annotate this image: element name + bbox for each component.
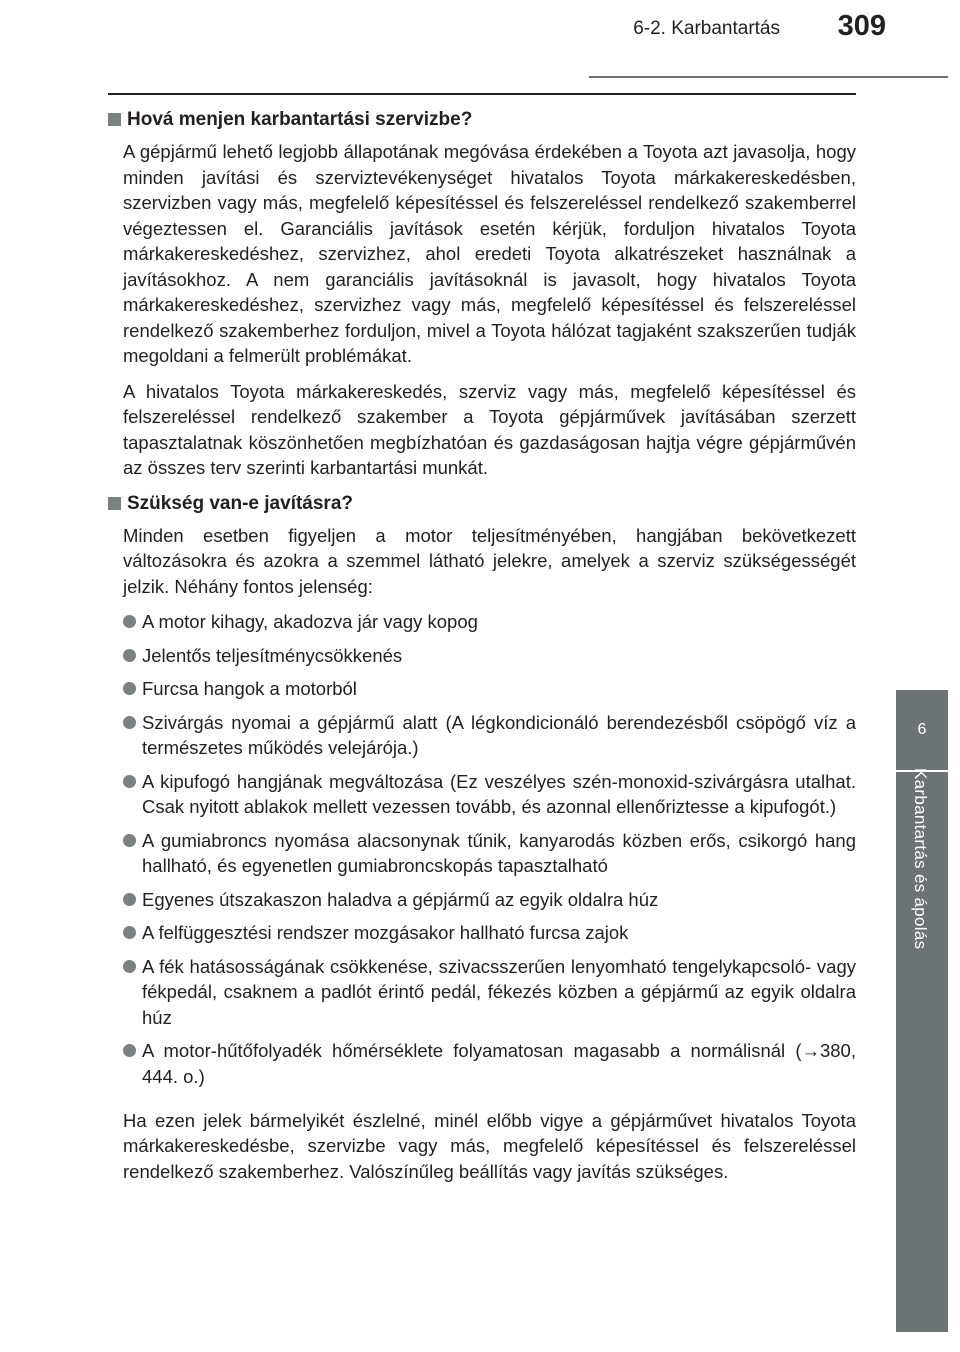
list-item — [123, 609, 856, 635]
square-bullet-icon — [108, 113, 121, 126]
list-item — [123, 828, 856, 879]
paragraph: A hivatalos Toyota márkakereskedés, szerviz vagy más, megfelelő képesítéssel és felszereléssel rendelkező szakember a Toyota gépjárművek javításában szerzett tapasztalatnak köszönhetően megbízhatóan és gazdaságosan hajtja végre gépjárművén az összes terv szerinti karbantartási munkát. — [123, 380, 856, 478]
chapter-tab-label: Karbantartás és ápolás — [911, 768, 930, 950]
list-item-text: A gumiabroncs nyomása alacsonynak tűnik, kanyarodás közben erős, csikorgó hang hallható, és egyenetlen gumiabroncskopás tapasztalható — [142, 829, 856, 876]
paragraph: A gépjármű lehető legjobb állapotának megóvása érdekében a Toyota azt javasolja, hogy minden javítási és szerviztevékenységet hivatalos Toyota márkakereskedésben, szervizben vagy más, megfelelő képesítéssel és felszereléssel rendelkező szakemberrel végeztessen el. Garanciális javítások esetén kérjük, forduljon hivatalos Toyota márkakereskedéshez, szervizhez, ahol eredeti Toyota alkatrészeket használnak a javításokhoz. A nem garanciális javításoknál is javasolt, hogy hivatalos Toyota márkakereskedéshez, szervizhez vagy más, megfelelő képesítéssel és felszereléssel rendelkező szakemberhez forduljon, mivel a Toyota hálózat tagjaként szakszerűen tudják megoldani a felmerült problémákat. — [123, 141, 856, 366]
list-item — [123, 920, 856, 946]
list-item — [123, 1038, 856, 1089]
list-item — [123, 643, 856, 669]
round-bullet-icon — [123, 615, 136, 628]
round-bullet-icon — [123, 775, 136, 788]
list-item — [123, 769, 856, 820]
list-item — [123, 954, 856, 1031]
paragraph: Minden esetben figyeljen a motor teljesítményében, hangjában bekövetkezett változásokra és azokra a szemmel látható jelekre, amelyek a szerviz szükségességét jelzik. Néhány fontos jelenség: — [123, 524, 856, 597]
chapter-tab-number: 6 — [896, 690, 948, 770]
list-item-text: A motor kihagy, akadozva jár vagy kopog — [142, 611, 478, 632]
list-item-text: Szivárgás nyomai a gépjármű alatt (A légkondicionáló berendezésből csöpögő víz a természetes működés velejárója.) — [142, 711, 856, 758]
page-number: 309 — [837, 10, 886, 42]
list-item-text: Furcsa hangok a motorból — [142, 678, 357, 699]
square-bullet-icon — [108, 497, 121, 510]
section-title-header: 6-2. Karbantartás — [633, 18, 780, 39]
section-heading — [108, 107, 856, 133]
closing-paragraph: Ha ezen jelek bármelyikét észlelné, minél előbb vigye a gépjárművet hivatalos Toyota márkakereskedésbe, szervizbe vagy más, megfelelő képesítéssel és felszereléssel rendelkező szakemberhez. Valószínűleg beállítás vagy javítás szükséges. — [123, 1109, 856, 1182]
list-item — [123, 676, 856, 702]
list-item-text: A felfüggesztési rendszer mozgásakor hallható furcsa zajok — [142, 922, 629, 943]
list-item-text: A motor-hűtőfolyadék hőmérséklete folyamatosan magasabb a normálisnál (→380, 444. o.) — [142, 1040, 856, 1087]
header-rule — [589, 76, 948, 78]
round-bullet-icon — [123, 682, 136, 695]
list-item-text: Egyenes útszakaszon haladva a gépjármű az egyik oldalra húz — [142, 888, 659, 910]
round-bullet-icon — [123, 1044, 136, 1057]
section-heading-text: Szükség van-e javításra? — [127, 492, 353, 514]
list-item-text: Jelentős teljesítménycsökkenés — [142, 644, 403, 666]
round-bullet-icon — [123, 893, 136, 906]
round-bullet-icon — [123, 960, 136, 973]
page-content — [108, 93, 856, 1203]
list-item-text: A fék hatásosságának csökkenése, szivacsszerűen lenyomható tengelykapcsoló- vagy fékpedál, csaknem a padlót érintő pedál, fékezés közben a gépjármű az egyik oldalra húz — [142, 955, 856, 1028]
round-bullet-icon — [123, 716, 136, 729]
round-bullet-icon — [123, 649, 136, 662]
page-header — [0, 0, 960, 80]
section-heading-text: Hová menjen karbantartási szervizbe? — [127, 109, 473, 130]
list-item-text: A kipufogó hangjának megváltozása (Ez veszélyes szén-monoxid-szivárgásra utalhat. Csak nyitott ablakok mellett vezessen tovább, és azonnal ellenőriztesse a kipufogót.) — [142, 770, 856, 817]
list-item — [123, 710, 856, 761]
content-rule — [108, 93, 856, 95]
list-item — [123, 887, 856, 913]
round-bullet-icon — [123, 926, 136, 939]
round-bullet-icon — [123, 834, 136, 847]
section-heading — [108, 491, 856, 517]
